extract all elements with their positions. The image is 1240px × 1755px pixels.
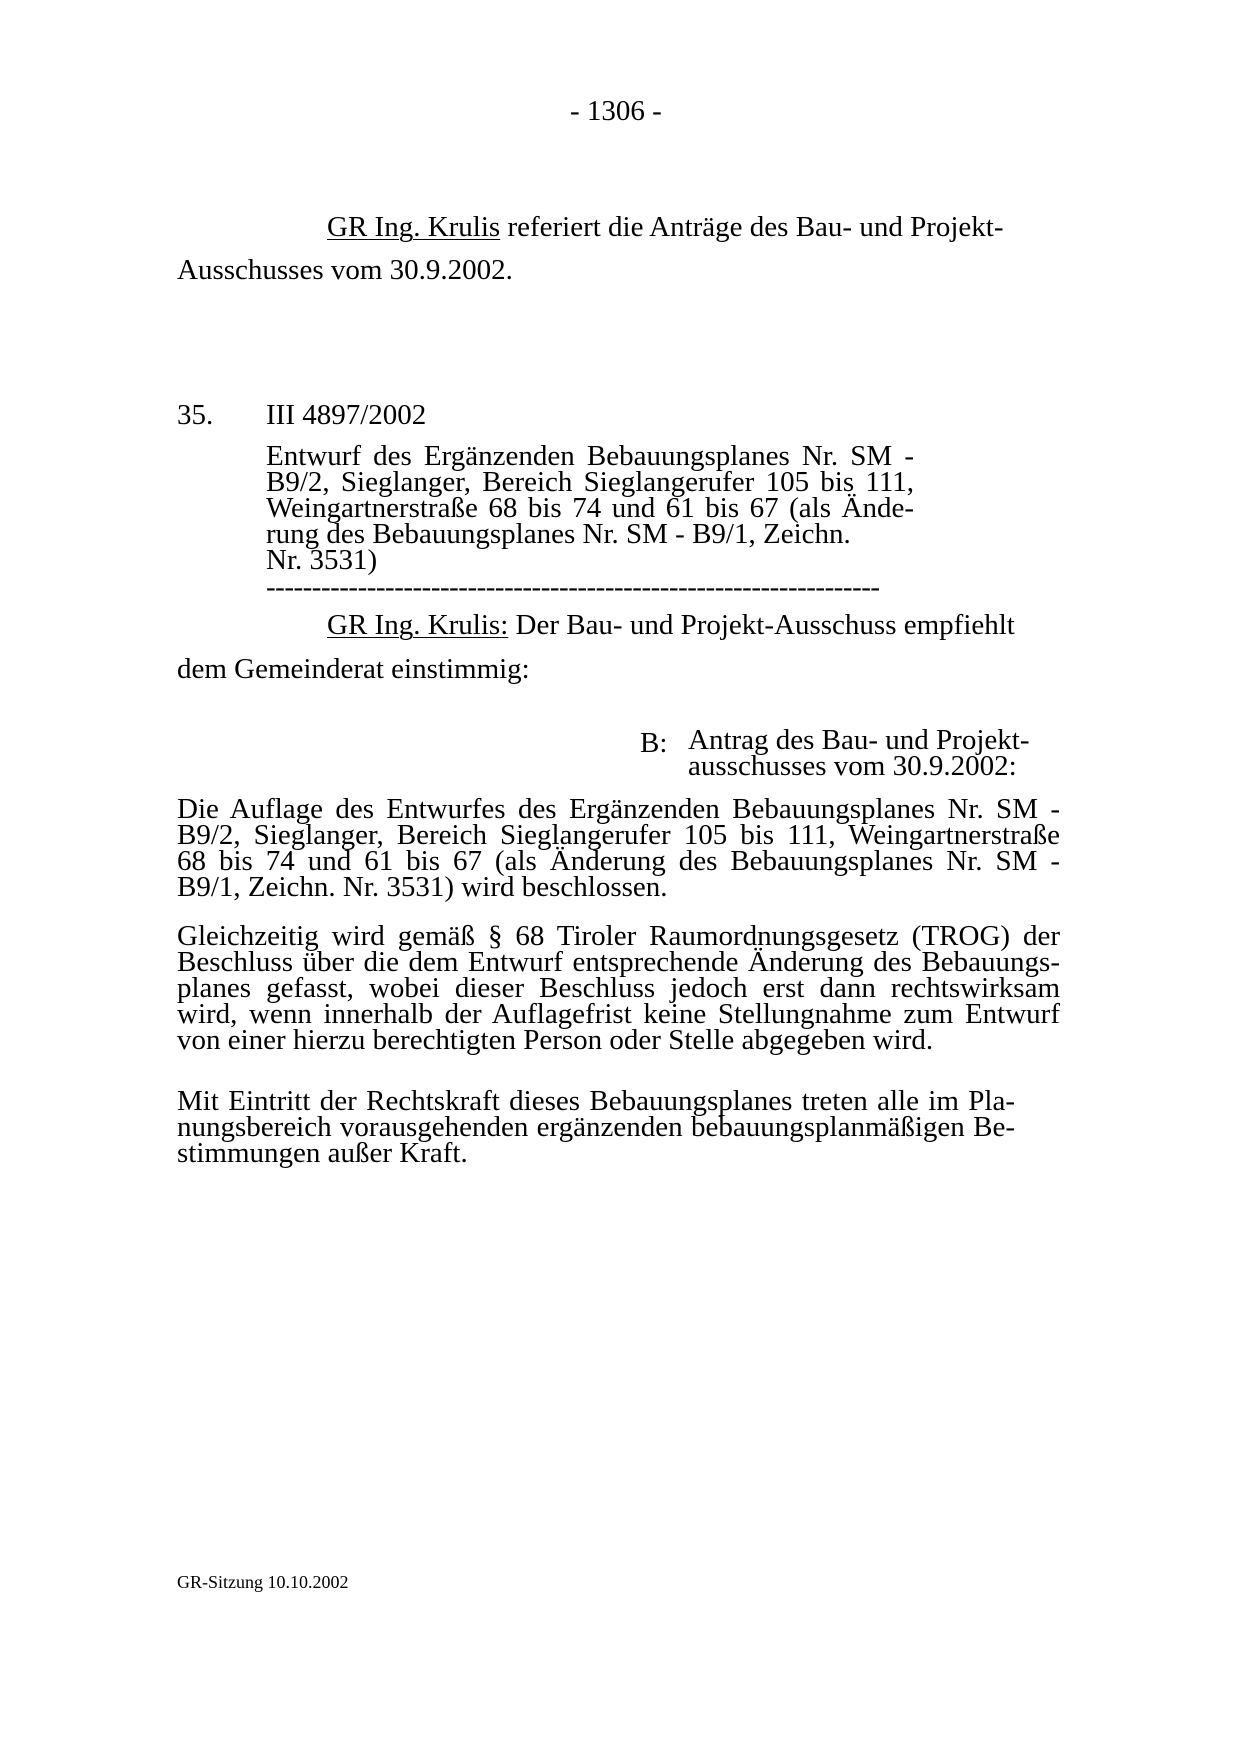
paragraph-line: von einer hierzu berechtigten Person oder Stelle abgegeben wird. xyxy=(177,1024,934,1056)
motion-title xyxy=(688,724,1030,782)
intro-text-1: referiert die Anträge des Bau- und Projekt- xyxy=(500,211,1004,243)
intro-speaker: GR Ing. Krulis xyxy=(327,211,501,243)
item-title-line: Weingartnerstraße 68 bis 74 und 61 bis 67 (als Ände- xyxy=(266,492,914,524)
motion-title-line: Antrag des Bau- und Projekt- xyxy=(688,724,1030,756)
paragraph-line: nungsbereich vorausgehenden ergänzenden bebauungsplanmäßigen Be- xyxy=(177,1111,1015,1143)
paragraph-line: planes gefasst, wobei dieser Beschluss jedoch erst dann rechtswirksam xyxy=(177,972,1060,1004)
recommendation-speaker: GR Ing. Krulis: xyxy=(327,609,509,641)
separator-line: ------------------------------------------------------------------- xyxy=(266,573,880,602)
paragraph-line: Beschluss über die dem Entwurf entsprechende Änderung des Bebauungs- xyxy=(177,946,1060,978)
item-reference: III 4897/2002 xyxy=(266,399,427,431)
paragraph-line: B9/1, Zeichn. Nr. 3531) wird beschlossen. xyxy=(177,871,668,903)
paragraph-line: wird, wenn innerhalb der Auflagefrist keine Stellungnahme zum Entwurf xyxy=(177,998,1060,1030)
paragraph-2 xyxy=(177,920,1060,1056)
item-title-line: Nr. 3531) xyxy=(266,544,378,576)
paragraph-line: Die Auflage des Entwurfes des Ergänzenden Bebauungsplanes Nr. SM - xyxy=(177,793,1060,825)
motion-label: B: xyxy=(640,727,668,759)
item-title-line: B9/2, Sieglanger, Bereich Sieglangerufer 105 bis 111, xyxy=(266,466,914,498)
recommendation-line-1 xyxy=(327,611,1015,640)
recommendation-text-1: Der Bau- und Projekt-Ausschuss empfiehlt xyxy=(508,609,1015,641)
item-title xyxy=(266,440,914,576)
motion-title-line: ausschusses vom 30.9.2002: xyxy=(688,750,1017,782)
paragraph-line: Mit Eintritt der Rechtskraft dieses Bebauungsplanes treten alle im Pla- xyxy=(177,1085,1015,1117)
item-title-line: rung des Bebauungsplanes Nr. SM - B9/1, Zeichn. xyxy=(266,518,851,550)
paragraph-line: Gleichzeitig wird gemäß § 68 Tiroler Raumordnungsgesetz (TROG) der xyxy=(177,920,1060,952)
intro-line-2: Ausschusses vom 30.9.2002. xyxy=(177,254,513,286)
paragraph-line: B9/2, Sieglanger, Bereich Sieglangerufer 105 bis 111, Weingartnerstraße xyxy=(177,819,1060,851)
paragraph-line: 68 bis 74 und 61 bis 67 (als Änderung des Bebauungsplanes Nr. SM - xyxy=(177,845,1060,877)
footer: GR-Sitzung 10.10.2002 xyxy=(177,1572,349,1592)
intro-line-1 xyxy=(327,213,1004,242)
item-title-line: Entwurf des Ergänzenden Bebauungsplanes Nr. SM - xyxy=(266,440,914,472)
item-number: 35. xyxy=(177,399,214,431)
paragraph-3 xyxy=(177,1085,1015,1169)
paragraph-line: stimmungen außer Kraft. xyxy=(177,1137,468,1169)
paragraph-1 xyxy=(177,793,1060,903)
page-number: - 1306 - xyxy=(570,95,662,127)
recommendation-line-2: dem Gemeinderat einstimmig: xyxy=(177,653,530,685)
